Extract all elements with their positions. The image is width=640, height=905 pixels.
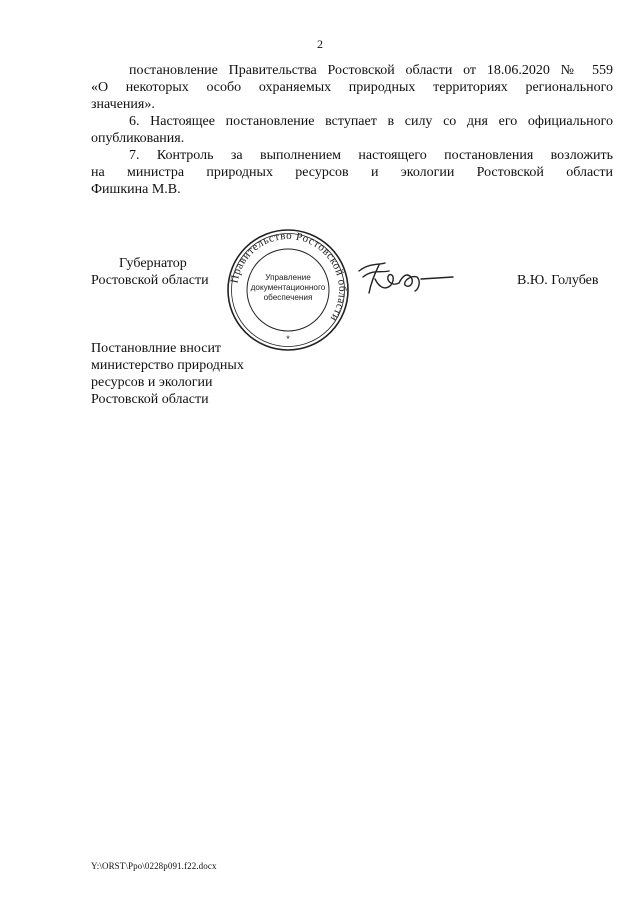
submitted-by-line1: Постановлние вносит <box>91 341 222 356</box>
submitted-by-line3: ресурсов и экологии <box>91 375 213 390</box>
paragraph-line: на министра природных ресурсов и экологии Ростовской области <box>91 165 613 180</box>
seal-inner-line1: Управление <box>265 273 311 282</box>
paragraph-line: значения». <box>91 97 155 112</box>
paragraph-line: 6. Настоящее постановление вступает в силу со дня его официального <box>129 114 613 129</box>
seal-ring-text: Правительство Ростовской области <box>228 229 349 324</box>
signatory-name: В.Ю. Голубев <box>517 273 599 288</box>
signatory-position-line2: Ростовской области <box>91 273 209 288</box>
page-number: 2 <box>317 37 323 51</box>
paragraph-line: Фишкина М.В. <box>91 182 181 197</box>
paragraph-line: опубликования. <box>91 131 185 146</box>
seal-inner-line3: обеспечения <box>263 293 313 302</box>
paragraph-line: 7. Контроль за выполнением настоящего постановления возложить <box>129 148 613 163</box>
document-body <box>91 62 613 198</box>
footer-file-path: Y:\ORST\Ppo\0228p091.f22.docx <box>91 861 217 871</box>
paragraph-line: постановление Правительства Ростовской области от 18.06.2020 № 559 <box>129 63 613 78</box>
handwritten-signature <box>355 257 460 299</box>
submitted-by-line4: Ростовской области <box>91 392 209 407</box>
signatory-position-line1: Губернатор <box>119 256 187 271</box>
submitted-by-line2: министерство природных <box>91 358 244 373</box>
official-seal-stamp <box>226 228 350 352</box>
paragraph-line: «О некоторых особо охраняемых природных территориях регионального <box>91 80 613 95</box>
seal-inner-line2: документационного <box>250 283 326 292</box>
seal-star: * <box>286 334 290 344</box>
